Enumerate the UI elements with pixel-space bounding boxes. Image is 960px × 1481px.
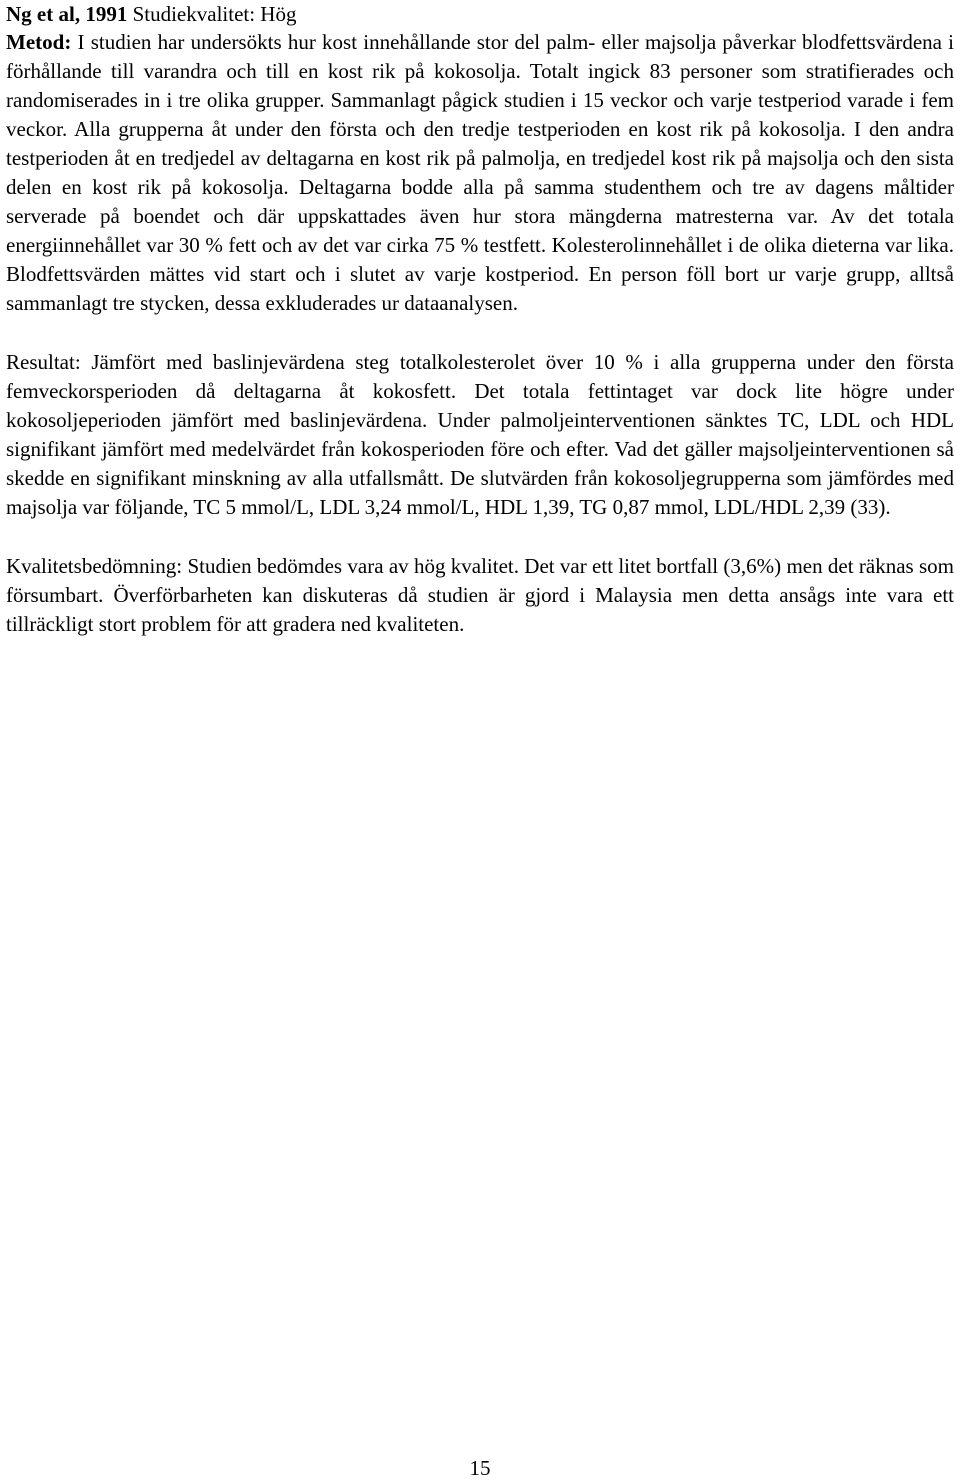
- result-text: Jämfört med baslinjevärdena steg totalkolesterolet över 10 % i alla grupperna under den första femveckorsperioden då deltagarna åt kokosfett. Det totala fettintaget var dock lite högre under kokosoljeperioden jämfört med baslinjevärdena. Under palmoljeinterventionen sänktes TC, LDL och HDL signifikant jämfört med medelvärdet från kokosperioden före och efter. Vad det gäller majsoljeinterventionen så skedde en signifikant minskning av alla utfallsmått. De slutvärden från kokosoljegrupperna som jämfördes med majsolja var följande, TC 5 mmol/L, LDL 3,24 mmol/L, HDL 1,39, TG 0,87 mmol, LDL/HDL 2,39 (33).: [6, 350, 954, 519]
- study-heading: [6, 0, 954, 28]
- assessment-text: Kvalitetsbedömning: Studien bedömdes vara av hög kvalitet. Det var ett litet bortfall (3,6%) men det räknas som försumbart. Överförbarheten kan diskuteras då studien är gjord i Malaysia men detta ansågs inte vara ett tillräckligt stort problem för att gradera ned kvaliteten.: [6, 554, 954, 636]
- study-authors: Ng et al, 1991: [6, 2, 128, 26]
- method-paragraph: [6, 28, 954, 318]
- study-quality: Studiekvalitet: Hög: [132, 2, 297, 26]
- page-number: 15: [469, 1456, 491, 1480]
- method-label: Metod:: [6, 30, 72, 54]
- method-text: I studien har undersökts hur kost innehållande stor del palm- eller majsolja påverkar blodfettsvärdena i förhållande till varandra och till en kost rik på kokosolja. Totalt ingick 83 personer som stratifierades och randomiserades in i tre olika grupper. Sammanlagt pågick studien i 15 veckor och varje testperiod varade i fem veckor. Alla grupperna åt under den första och den tredje testperioden en kost rik på kokosolja. I den andra testperioden åt en tredjedel av deltagarna en kost rik på palmolja, en tredjedel kost rik på majsolja och den sista delen en kost rik på kokosolja. Deltagarna bodde alla på samma studenthem och tre av dagens måltider serverade på boendet och där uppskattades även hur stora mängderna matresterna var. Av det totala energiinnehållet var 30 % fett och av det var cirka 75 % testfett. Kolesterolinnehållet i de olika dieterna var lika. Blodfettsvärden mättes vid start och i slutet av varje kostperiod. En person föll bort ur varje grupp, alltså sammanlagt tre stycken, dessa exkluderades ur dataanalysen.: [6, 30, 955, 315]
- section-gap: [6, 318, 954, 348]
- result-label: Resultat:: [6, 350, 81, 374]
- section-gap: [6, 522, 954, 552]
- assessment-paragraph: [6, 552, 954, 639]
- document-page: [6, 0, 954, 639]
- result-paragraph: [6, 348, 954, 522]
